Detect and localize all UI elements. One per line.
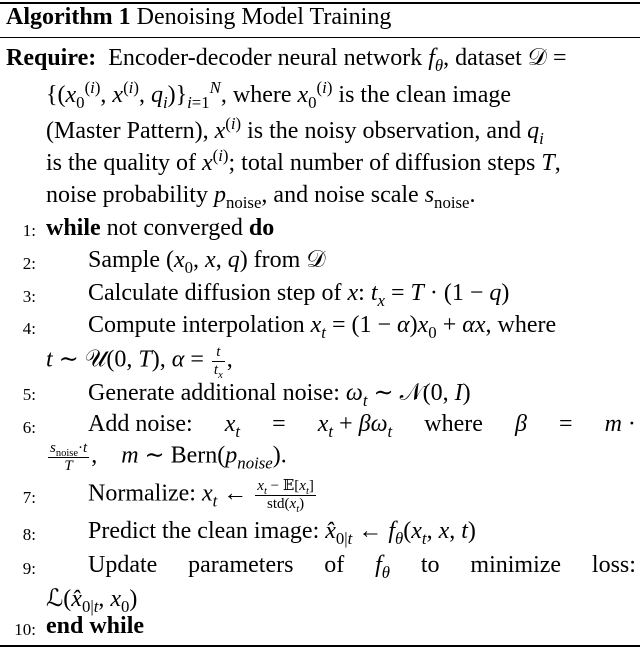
step-number: 2: [22, 254, 36, 273]
step-number: 5: [22, 385, 36, 404]
normalize-fraction: $\frac{x_t - 𝔼[x_t]}{std(x_t)}$ [257, 478, 314, 515]
require-line-1 [6, 45, 636, 75]
step-number: 1: [22, 221, 36, 240]
require-line-2: {($x_0^{(i)}$, $x^{(i)}$, $q_i)\}_{i=1}^N$, where $x_0^{(i)}$ is the clean image [46, 78, 511, 112]
require-line-5: noise probability $p_{noise}$, and noise scale $s_{noise}$. [46, 182, 476, 212]
step-8: Predict the clean image: $x̂_{0|t}$ ← $f_\theta(x_t$, x, t) [88, 518, 476, 548]
algorithm-label: Algorithm 1 [6, 4, 131, 30]
step-3: Calculate diffusion step of x: $t_x = T \cdot (1 - q)$ [88, 280, 510, 310]
step-4-cont: t ∼ 𝒰(0, T), α = $\frac{t}{t_x}$ , [46, 344, 233, 381]
require-line-3: (Master Pattern), $x^{(i)}$ is the noisy observation, and $q_i$ [46, 114, 544, 148]
step-number: 7: [22, 488, 36, 507]
require-keyword: Require: [6, 45, 97, 71]
title-rule [0, 37, 640, 38]
step-number: 10: [14, 620, 36, 639]
step-6-cont: $\frac{s_{noise}\cdot t}{T}$ , m ∼ $Bern(p_{noise})$. [50, 440, 287, 474]
step-9: Update parameters of $f_\theta$ to minimize loss: [88, 552, 636, 582]
step-10 [46, 613, 144, 640]
step-5: Generate additional noise: $\omega_t$ ∼ 𝒩(0, I) [88, 380, 471, 410]
step-4: Compute interpolation $x_t = (1 - \alpha)x_0 + \alpha x$, where [88, 312, 557, 342]
alpha-fraction: $\frac{t}{t_x}$ [213, 344, 223, 381]
step-number: 3: [22, 287, 36, 306]
step-6: Add noise: $x_t$ = $x_t + \beta\omega_t$ where β = m · [88, 411, 636, 441]
algorithm-title [6, 4, 391, 31]
end-while-keyword: end while [46, 613, 145, 639]
algorithm-name: Denoising Model Training [136, 4, 392, 30]
step-number: 4: [22, 319, 36, 338]
step-7: Normalize: $x_t$ ← $\frac{x_t - 𝔼[x_t]}{std(x_t)}$ [88, 478, 314, 515]
while-keyword: while [46, 215, 101, 241]
do-keyword: do [248, 215, 275, 241]
step-9-cont: $ℒ(x̂_{0|t}$, $x_0$) [46, 586, 138, 616]
step-1 [46, 215, 274, 242]
step-number: 8: [22, 525, 36, 544]
require-text-1: Encoder-decoder neural network $f_\theta$, dataset 𝒟 = [102, 45, 567, 75]
bottom-rule [0, 645, 640, 647]
step-number: 9: [22, 559, 36, 578]
step-2: Sample ($x_0$, x, q) from 𝒟 [88, 247, 326, 277]
require-line-4: is the quality of $x^{(i)}$; total number of diffusion steps T, [46, 146, 561, 176]
scale-fraction: $\frac{s_{noise}\cdot t}{T}$ [50, 440, 88, 474]
step-1-text: not converged [106, 215, 243, 241]
step-number: 6: [22, 418, 36, 437]
